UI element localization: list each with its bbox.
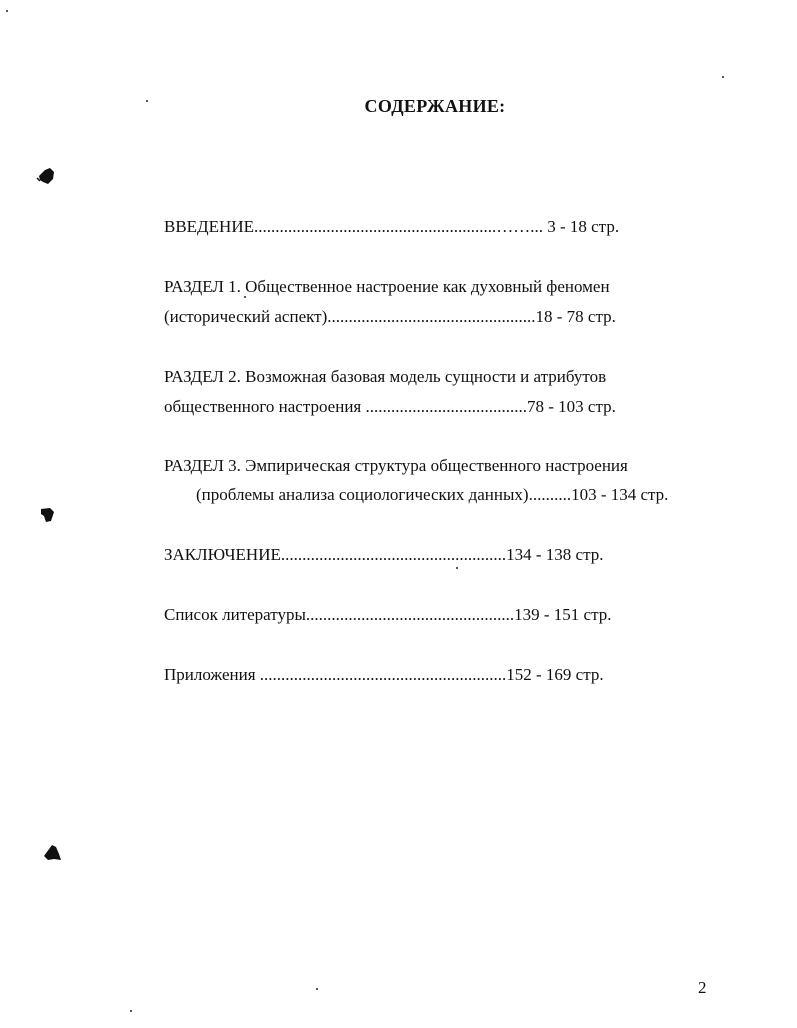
page-number: 2 [698,978,707,997]
scan-speck [456,567,458,569]
toc-entry-section-3-title: РАЗДЕЛ 3. Эмпирическая структура общественного настроения [164,456,628,475]
toc-entry-section-1-title: РАЗДЕЛ 1. Общественное настроение как духовный феномен [164,277,610,296]
scan-speck [6,10,8,12]
toc-entry-section-1-subtitle: (исторический аспект).................................................18 - 78 стр. [164,307,616,326]
scan-speck [722,76,724,78]
toc-entry-section-2-subtitle: общественного настроения ......................................78 - 103 стр. [164,397,616,416]
binder-hole-blot-icon [38,506,58,524]
binder-hole-blot-icon [42,842,64,864]
binder-hole-blot-icon [36,166,58,188]
toc-entry-bibliography: Список литературы.................................................139 - 151 стр. [164,605,612,624]
scan-speck [244,296,246,298]
toc-entry-section-3-subtitle: (проблемы анализа социологических данных)..........103 - 134 стр. [196,485,669,504]
toc-entry-introduction: ВВЕДЕНИЕ.........................................................……... 3 - 18 стр. [164,217,620,236]
scan-speck [146,100,148,102]
toc-entry-appendices: Приложения ..........................................................152 - 169 стр. [164,665,604,684]
toc-entry-conclusion: ЗАКЛЮЧЕНИЕ.....................................................134 - 138 стр. [164,545,604,564]
toc-entry-section-2-title: РАЗДЕЛ 2. Возможная базовая модель сущности и атрибутов [164,367,607,386]
scan-speck [316,988,318,990]
page-title: СОДЕРЖАНИЕ: [364,96,506,116]
scan-speck [130,1010,132,1012]
